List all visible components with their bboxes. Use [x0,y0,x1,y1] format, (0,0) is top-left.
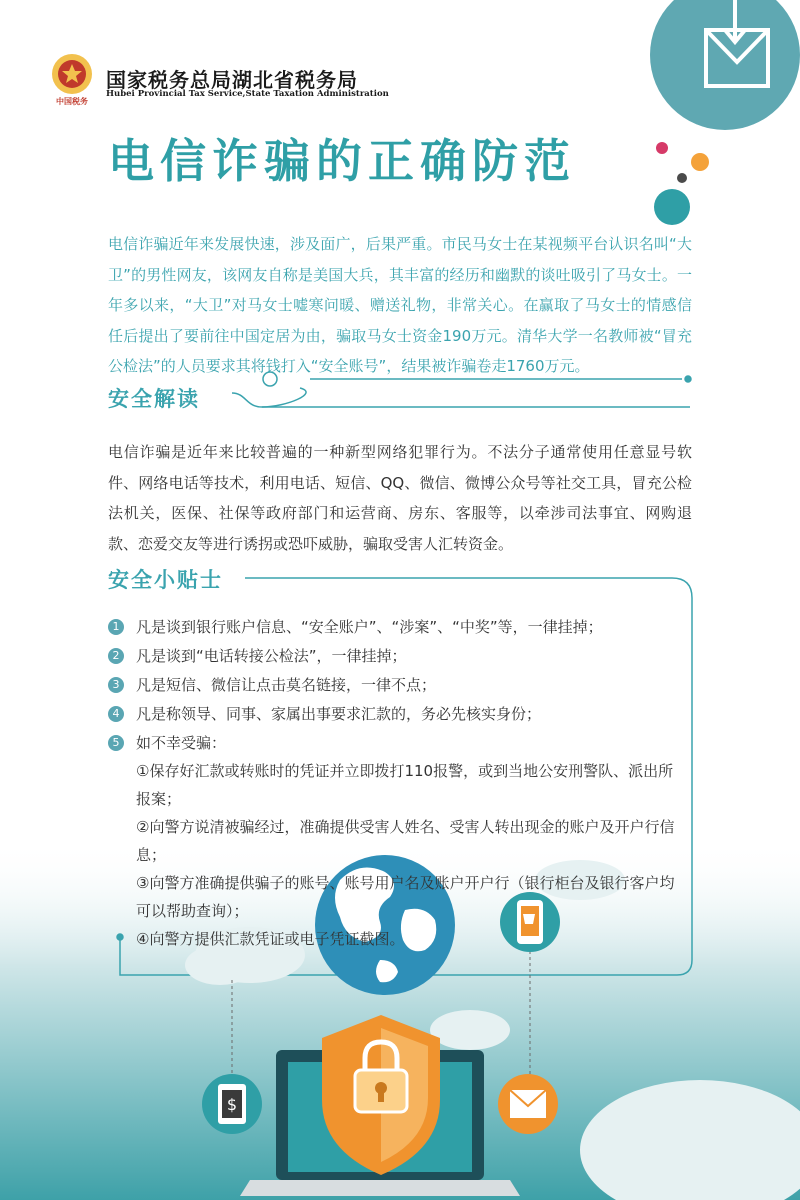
list-item [108,700,688,728]
list-item [108,642,688,670]
sub-step: ③向警方准确提供骗子的账号、账号用户名及账户开户行（银行柜台及银行客户均可以帮助查询）； [136,874,675,920]
list-item [108,613,688,641]
emblem-icon [52,54,92,94]
page-title: 电信诈骗的正确防范 [108,134,576,188]
tip-text: 凡是短信、微信让点击莫名链接，一律不点； [136,676,437,694]
mail-icon [498,1074,558,1134]
tip-number-badge: 4 [108,706,124,722]
org-name-en: Hubei Provincial Tax Service,State Taxation Administration [106,89,389,99]
section-heading-tips: 安全小贴士 [108,568,223,592]
section-heading-interpretation: 安全解读 [108,387,200,411]
sub-step: ①保存好汇款或转账时的凭证并立即拨打110报警，或到当地公安刑警队、派出所报案； [136,762,674,808]
logo-caption: 中国税务 [56,97,88,106]
org-name-cn: 国家税务总局湖北省税务局 [106,68,358,92]
sub-step: ④向警方提供汇款凭证或电子凭证截图。 [136,930,405,948]
sub-step: ②向警方说清被骗经过，准确提供受害人姓名、受害人转出现金的账户及开户行信息； [136,818,675,864]
tip-text: 凡是谈到银行账户信息、“安全账户”、“涉案”、“中奖”等，一律挂掉； [136,618,603,636]
list-item [108,729,688,757]
svg-text:$: $ [226,1095,238,1114]
tip-number-badge: 5 [108,735,124,751]
tip-number-badge: 1 [108,619,124,635]
tips-list [108,613,688,953]
interpretation-paragraph: 电信诈骗是近年来比较普遍的一种新型网络犯罪行为。不法分子通常使用任意显号软件、网络电话等技术，利用电话、短信、QQ、微信、微博公众号等社交工具，冒充公检法机关，医保、社保等政府部门和运营商、房东、客服等，以牵涉司法事宜、网购退款、恋爱交友等进行诱拐或恐吓威胁，骗取受害人汇转资金。 [108,443,692,553]
tip-text: 凡是称领导、同事、家属出事要求汇款的，务必先核实身份； [136,705,542,723]
tip-number-badge: 3 [108,677,124,693]
envelope-icon [650,0,800,130]
tip-number-badge: 2 [108,648,124,664]
intro-paragraph: 电信诈骗近年来发展快速，涉及面广，后果严重。市民马女士在某视频平台认识名叫“大卫”的男性网友，该网友自称是美国大兵，其丰富的经历和幽默的谈吐吸引了马女士。一年多以来，“大卫”对马女士嘘寒问暖、赠送礼物，非常关心。在赢取了马女士的情感信任后提出了要前往中国定居为由，骗取马女士资金190万元。清华大学一名教师被“冒充公检法”的人员要求其将钱打入“安全账号”，结果被诈骗卷走1760万元。 [108,235,692,375]
tip-text: 如不幸受骗： [136,734,227,752]
tip-text: 凡是谈到“电话转接公检法”，一律挂掉； [136,647,407,665]
list-item [108,671,688,699]
